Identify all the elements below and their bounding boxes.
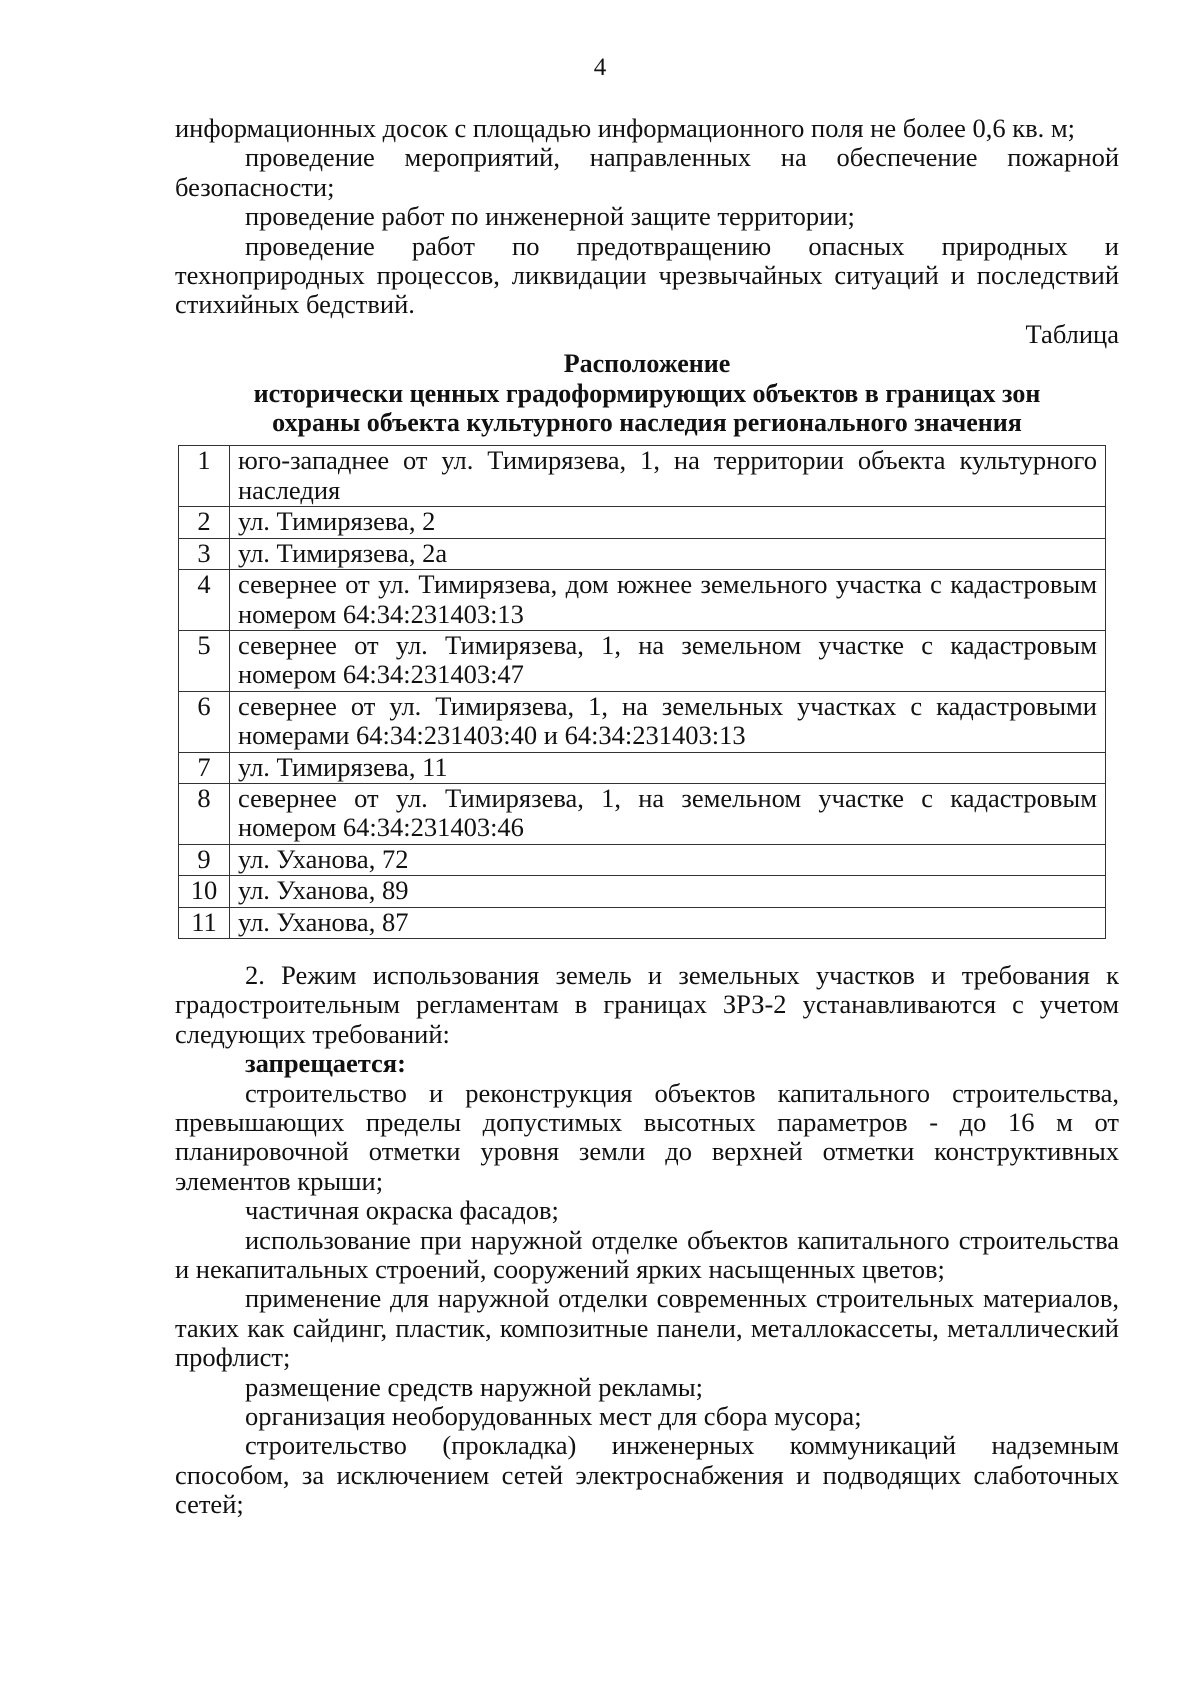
table-row (179, 907, 1106, 938)
table-row (179, 507, 1106, 538)
intro-block (175, 114, 1119, 320)
table-row (179, 630, 1106, 691)
row-number: 3 (179, 538, 230, 569)
objects-table-body (179, 446, 1106, 939)
table-row (179, 876, 1106, 907)
table-row (179, 570, 1106, 631)
row-number: 6 (179, 691, 230, 752)
section-2-intro: 2. Режим использования земель и земельных участков и требования к градостроительным регламентам в границах ЗРЗ-2 устанавливаются с учетом следующих требований: (175, 959, 1119, 1049)
section-2 (175, 961, 1119, 1520)
table-row (179, 538, 1106, 569)
page-number: 4 (593, 54, 607, 81)
row-location: ул. Тимирязева, 11 (230, 752, 1106, 783)
prohibited-item: организация необорудованных мест для сбора мусора; (245, 1401, 862, 1432)
document-body (175, 114, 1119, 1520)
row-location: севернее от ул. Тимирязева, 1, на земельном участке с кадастровым номером 64:34:231403:46 (230, 783, 1106, 844)
table-row (179, 783, 1106, 844)
row-location: ул. Тимирязева, 2 (230, 507, 1106, 538)
table-row (179, 844, 1106, 875)
prohibited-item: использование при наружной отделке объектов капитального строительства и некапитальных строений, сооружений ярких насыщенных цветов; (175, 1224, 1119, 1285)
row-location: юго-западнее от ул. Тимирязева, 1, на территории объекта культурного наследия (230, 446, 1106, 507)
row-location: севернее от ул. Тимирязева, 1, на земельном участке с кадастровым номером 64:34:231403:47 (230, 630, 1106, 691)
table-title-line-3: охраны объекта культурного наследия регионального значения (272, 408, 1022, 438)
row-location: севернее от ул. Тимирязева, 1, на земельных участках с кадастровыми номерами 64:34:231403:40 и 64:34:231403:13 (230, 691, 1106, 752)
prohibited-heading: запрещается: (245, 1048, 406, 1079)
row-location: ул. Уханова, 87 (230, 907, 1106, 938)
row-location: ул. Уханова, 89 (230, 876, 1106, 907)
paragraph: проведение работ по инженерной защите территории; (245, 201, 855, 232)
table-title-line-1: Расположение (563, 349, 731, 379)
objects-table (178, 445, 1106, 939)
paragraph: информационных досок с площадью информационного поля не более 0,6 кв. м; (175, 113, 1076, 143)
row-location: севернее от ул. Тимирязева, дом южнее земельного участка с кадастровым номером 64:34:231403:13 (230, 570, 1106, 631)
paragraph: проведение работ по предотвращению опасных природных и технoприродных процессов, ликвидации чрезвычайных ситуаций и последствий стихийных бедствий. (175, 230, 1119, 320)
prohibited-item: частичная окраска фасадов; (245, 1195, 559, 1226)
row-number: 4 (179, 570, 230, 631)
table-row (179, 691, 1106, 752)
row-number: 8 (179, 783, 230, 844)
table-row (179, 446, 1106, 507)
row-number: 9 (179, 844, 230, 875)
table-title-line-2: исторически ценных градоформирующих объектов в границах зон (253, 378, 1041, 408)
prohibited-item: строительство и реконструкция объектов капитального строительства, превышающих пределы допустимых высотных параметров - до 16 м от планировочной отметки уровня земли до верхней отметки конструктивных элементов крыши; (175, 1077, 1119, 1196)
row-location: ул. Тимирязева, 2а (230, 538, 1106, 569)
row-number: 1 (179, 446, 230, 507)
row-number: 2 (179, 507, 230, 538)
prohibited-item: строительство (прокладка) инженерных коммуникаций надземным способом, за исключением сетей электроснабжения и подводящих слаботочных сетей; (175, 1430, 1119, 1520)
row-number: 10 (179, 876, 230, 907)
table-row (179, 752, 1106, 783)
prohibited-item: применение для наружной отделки современных строительных материалов, таких как сайдинг, пластик, композитные панели, металлокассеты, металлический профлист; (175, 1283, 1119, 1373)
prohibited-item: размещение средств наружной рекламы; (245, 1371, 704, 1402)
row-number: 11 (179, 907, 230, 938)
row-location: ул. Уханова, 72 (230, 844, 1106, 875)
row-number: 7 (179, 752, 230, 783)
paragraph: проведение мероприятий, направленных на обеспечение пожарной безопасности; (175, 142, 1119, 202)
row-number: 5 (179, 630, 230, 691)
table-label: Таблица (1025, 318, 1119, 349)
